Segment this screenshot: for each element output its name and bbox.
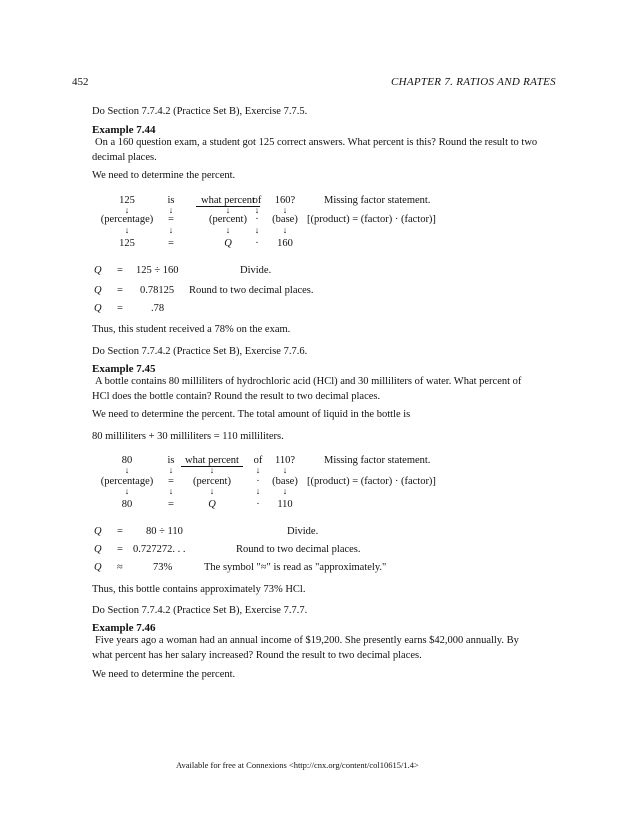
ex44-r2-c6: [(product) = (factor) · (factor)] — [307, 214, 436, 225]
ex44-r2-c4: · — [255, 214, 259, 225]
example-46-title: Example 7.46 — [92, 622, 156, 634]
example-44-problem: On a 160 question exam, a student got 125 correct answers. What percent is this? Round the result to two decimal places. — [92, 137, 538, 163]
down-arrow-icon: ↓ — [209, 465, 215, 475]
step-note: Divide. — [287, 526, 319, 537]
step-note: Round to two decimal places. — [236, 544, 361, 555]
footer-availability[interactable]: Available for free at Connexions <http://cnx.org/content/col10615/1.4> — [176, 760, 419, 770]
ex45-r1-c3: what percent — [181, 455, 243, 467]
step-note: The symbol "≈" is read as "approximately." — [204, 562, 387, 573]
ex45-r1-c6: Missing factor statement. — [324, 455, 431, 466]
step-relation: = — [117, 544, 123, 555]
ex44-r1-c4: of — [252, 195, 262, 206]
ex44-r3-c5: 160 — [277, 238, 293, 249]
down-arrow-icon: ↓ — [124, 205, 130, 215]
down-arrow-icon: ↓ — [168, 205, 174, 215]
down-arrow-icon: ↓ — [282, 205, 288, 215]
example-45-title: Example 7.45 — [92, 363, 156, 375]
ex45-r2-c5: (base) — [272, 476, 298, 487]
ex44-r2-c5: (base) — [272, 214, 298, 225]
ex44-r1-c1: 125 — [119, 195, 135, 206]
down-arrow-icon: ↓ — [168, 465, 174, 475]
ex45-r1-c2: is — [167, 455, 175, 466]
ex45-r1-c1: 80 — [121, 455, 133, 466]
down-arrow-icon: ↓ — [282, 486, 288, 496]
down-arrow-icon: ↓ — [124, 486, 130, 496]
step-variable: Q — [94, 265, 102, 276]
ex45-r1-c4: of — [253, 455, 263, 466]
example-44-title: Example 7.44 — [92, 124, 156, 136]
ex44-r1-c2: is — [167, 195, 175, 206]
step-relation: = — [117, 526, 123, 537]
ex45-r3-c4: · — [256, 499, 260, 510]
step-expression: 0.78125 — [140, 285, 175, 296]
down-arrow-icon: ↓ — [282, 465, 288, 475]
section-reference-3[interactable]: Do Section 7.7.4.2 (Practice Set B), Exercise 7.7.7. — [92, 605, 308, 616]
example-44-conclusion: Thus, this student received a 78% on the exam. — [92, 324, 291, 335]
example-44-intro: We need to determine the percent. — [92, 170, 236, 181]
ex45-r3-c5: 110 — [277, 499, 293, 510]
example-45-sum: 80 milliliters + 30 milliliters = 110 milliliters. — [92, 431, 284, 442]
ex45-r1-c5: 110? — [274, 455, 296, 466]
down-arrow-icon: ↓ — [124, 225, 130, 235]
ex44-r1-c6: Missing factor statement. — [324, 195, 431, 206]
ex45-r3-c3: Q — [208, 499, 216, 510]
ex45-r2-c2: = — [168, 476, 174, 487]
example-45-intro: We need to determine the percent. The total amount of liquid in the bottle is — [92, 409, 411, 420]
down-arrow-icon: ↓ — [225, 205, 231, 215]
step-relation: ≈ — [117, 562, 123, 573]
down-arrow-icon: ↓ — [124, 465, 130, 475]
down-arrow-icon: ↓ — [209, 486, 215, 496]
ex44-r3-c2: = — [168, 238, 174, 249]
step-expression: 80 ÷ 110 — [146, 526, 183, 537]
example-45-conclusion: Thus, this bottle contains approximately 73% HCl. — [92, 584, 306, 595]
example-46-intro: We need to determine the percent. — [92, 669, 236, 680]
step-expression: 0.727272. . . — [133, 544, 186, 555]
step-relation: = — [117, 265, 123, 276]
ex44-r2-c1: (percentage) — [100, 214, 154, 225]
down-arrow-icon: ↓ — [254, 225, 260, 235]
step-expression: .78 — [151, 303, 165, 314]
down-arrow-icon: ↓ — [255, 465, 261, 475]
ex44-r1-c3: what percent — [196, 195, 260, 207]
down-arrow-icon: ↓ — [168, 225, 174, 235]
down-arrow-icon: ↓ — [225, 225, 231, 235]
step-note: Round to two decimal places. — [189, 285, 314, 296]
step-expression: 73% — [153, 562, 173, 573]
down-arrow-icon: ↓ — [255, 486, 261, 496]
step-relation: = — [117, 303, 123, 314]
down-arrow-icon: ↓ — [254, 205, 260, 215]
ex44-r2-c2: = — [168, 214, 174, 225]
step-variable: Q — [94, 285, 102, 296]
ex44-r3-c3: Q — [224, 238, 232, 249]
down-arrow-icon: ↓ — [168, 486, 174, 496]
section-reference-1[interactable]: Do Section 7.7.4.2 (Practice Set B), Exercise 7.7.5. — [92, 106, 308, 117]
ex44-r3-c1: 125 — [119, 238, 135, 249]
step-relation: = — [117, 285, 123, 296]
chapter-header: CHAPTER 7. RATIOS AND RATES — [390, 76, 556, 88]
ex44-r3-c4: · — [255, 238, 259, 249]
ex45-r3-c2: = — [168, 499, 174, 510]
section-reference-2[interactable]: Do Section 7.7.4.2 (Practice Set B), Exercise 7.7.6. — [92, 346, 308, 357]
ex45-r2-c4: · — [256, 476, 260, 487]
ex45-r3-c1: 80 — [121, 499, 133, 510]
step-variable: Q — [94, 526, 102, 537]
ex44-r1-c5: 160? — [274, 195, 296, 206]
step-variable: Q — [94, 562, 102, 573]
down-arrow-icon: ↓ — [282, 225, 288, 235]
step-expression: 125 ÷ 160 — [136, 265, 179, 276]
ex45-r2-c1: (percentage) — [100, 476, 154, 487]
step-variable: Q — [94, 303, 102, 314]
page-number: 452 — [72, 76, 89, 88]
example-46-problem: Five years ago a woman had an annual income of $19,200. She presently earns $42,000 annually. By what percent has her salary increased? Round the result to two decimal places. — [92, 635, 519, 661]
example-45-problem: A bottle contains 80 milliliters of hydrochloric acid (HCl) and 30 milliliters of water. What percent of HCl does the bottle contain? Round the result to two decimal places. — [92, 376, 522, 402]
ex44-r2-c3: (percent) — [209, 214, 247, 225]
ex45-r2-c6: [(product) = (factor) · (factor)] — [307, 476, 436, 487]
step-note: Divide. — [240, 265, 272, 276]
ex45-r2-c3: (percent) — [193, 476, 231, 487]
step-variable: Q — [94, 544, 102, 555]
